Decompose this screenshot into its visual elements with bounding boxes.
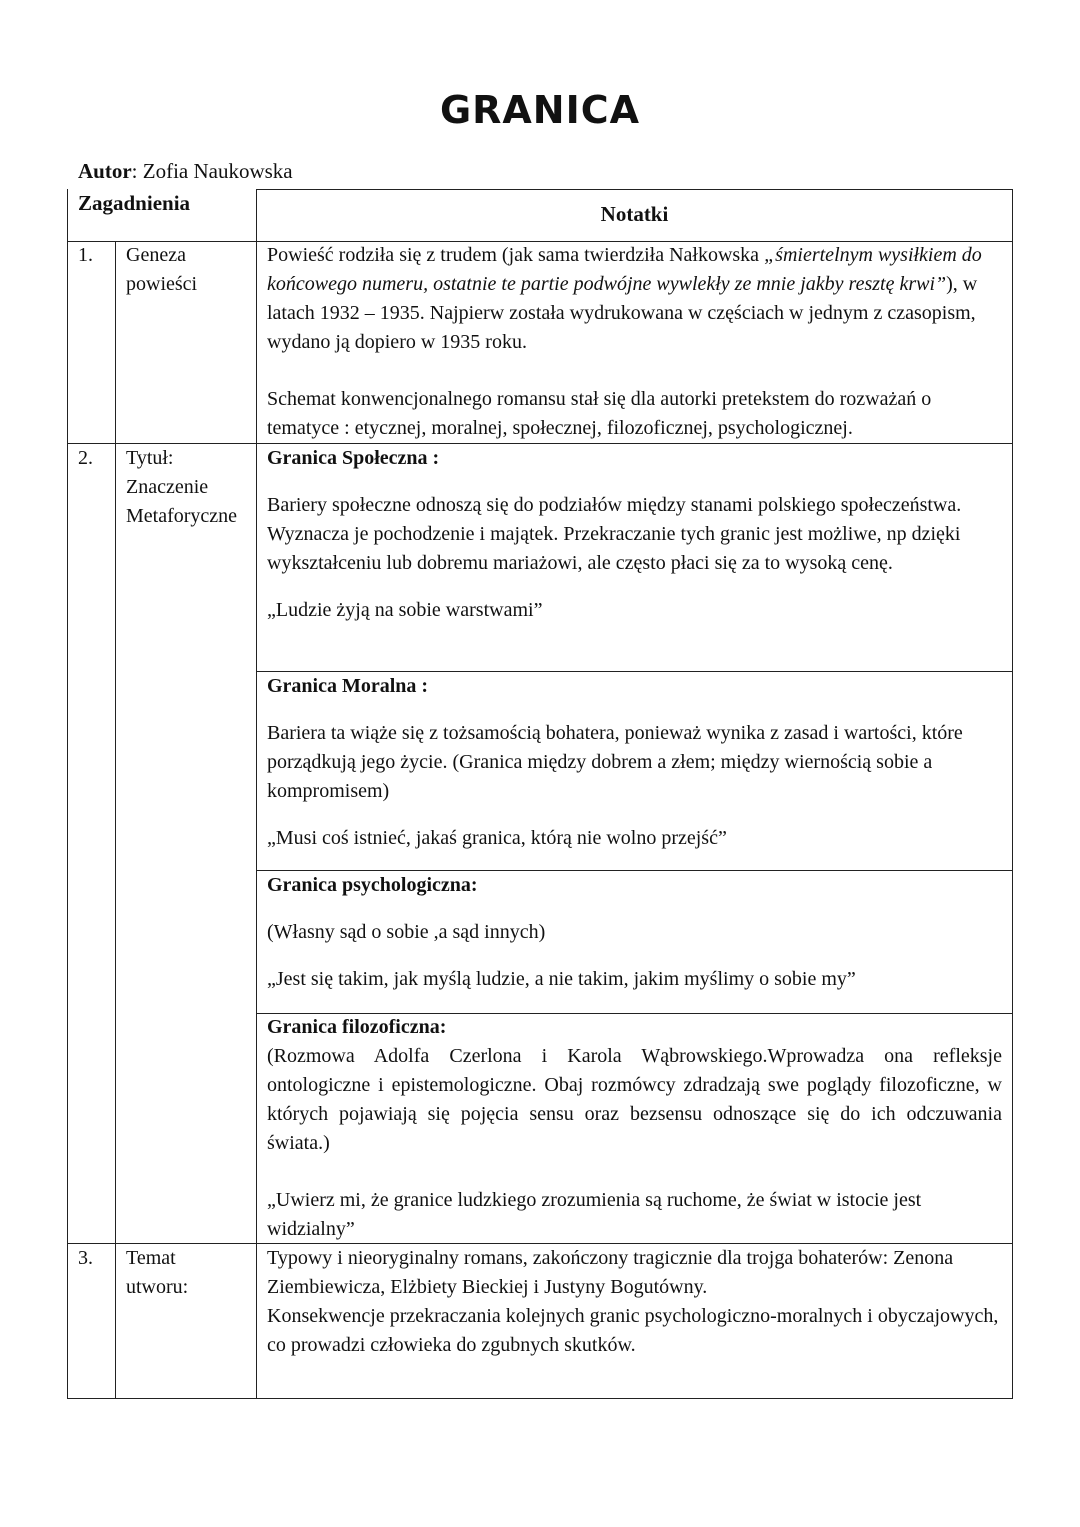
section-social — [267, 444, 1002, 625]
table-border-right — [1012, 189, 1013, 1399]
section-psychological — [267, 871, 1002, 994]
row-number: 1. — [78, 244, 93, 266]
genesis-quote: „śmiertelnym wysiłkiem do końcowego numeru, ostatnie te partie podwójne wywlekły ze mnie jakby resztę krwi” — [267, 244, 982, 295]
table-border-bottom — [67, 1398, 1013, 1399]
section-quote: „Jest się takim, jak myślą ludzie, a nie takim, jakim myślimy o sobie my” — [267, 968, 856, 990]
section-text: (Rozmowa Adolfa Czerlona i Karola Wąbrowskiego.Wprowadza ona refleksje ontologiczne i epistemologiczne. Obaj rozmówcy zdradzają swe poglądy filozoficzne, w których pojawiają się pojęcia sensu oraz bezsensu odnoszące się do ich odczuwania świata.) — [267, 1045, 1002, 1154]
row-number: 2. — [78, 447, 93, 469]
section-quote: „Ludzie żyją na sobie warstwami” — [267, 599, 543, 621]
section-heading: Granica Moralna : — [267, 675, 429, 697]
section-text: Bariery społeczne odnoszą się do podziałów między stanami polskiego społeczeństwa. Wyznacza je pochodzenie i majątek. Przekraczanie tych granic jest możliwe, np dzięki wykształceniu lub dobremu mariażowi, ale często płaci się za to wysoką cenę. — [267, 494, 962, 574]
section-heading: Granica psychologiczna: — [267, 874, 478, 896]
table-border-top-right — [256, 189, 1013, 190]
row-topic — [126, 444, 254, 531]
topic-line: Znaczenie Metaforyczne — [126, 476, 238, 527]
section-heading: Granica filozoficzna: — [267, 1016, 447, 1038]
table-border-numcol — [115, 241, 116, 1399]
row-notes — [267, 1244, 1002, 1360]
row-notes — [267, 241, 1002, 443]
topic-line: Tytuł: — [126, 447, 174, 469]
section-philosophical — [267, 1013, 1002, 1244]
row-topic: Geneza powieści — [126, 244, 198, 295]
table-border-topiccol — [256, 189, 257, 1399]
genesis-paragraph-2: Schemat konwencjonalnego romansu stał się dla autorki pretekstem do rozważań o tematyce : etycznej, moralnej, społecznej, filozoficznej, psychologicznej. — [267, 388, 932, 439]
genesis-text-start: Powieść rodziła się z trudem (jak sama twierdziła Nałkowska — [267, 244, 765, 266]
row-number: 3. — [78, 1247, 93, 1269]
table-border-left — [67, 189, 68, 1399]
genesis-text-end: ), w latach 1932 – 1935. Najpierw została wydrukowana w częściach w jednym z czasopism, wydano ją dopiero w 1935 roku. — [267, 273, 978, 353]
section-moral — [267, 672, 1002, 853]
section-text: (Własny sąd o sobie ,a sąd innych) — [267, 921, 546, 943]
col-header-topics: Zagadnienia — [78, 191, 191, 215]
section-quote: „Musi coś istnieć, jakaś granica, którą nie wolno przejść” — [267, 827, 727, 849]
section-heading: Granica Społeczna : — [267, 447, 440, 469]
document-title: GRANICA — [439, 88, 641, 132]
author-name: : Zofia Naukowska — [131, 159, 293, 183]
row-topic: Temat utworu: — [126, 1247, 189, 1298]
section-quote: „Uwierz mi, że granice ludzkiego zrozumienia są ruchome, że świat w istocie jest widzialny” — [267, 1189, 922, 1240]
section-text: Bariera ta wiąże się z tożsamością bohatera, ponieważ wynika z zasad i wartości, które porządkują jego życie. (Granica między dobrem a złem; między wiernością sobie a kompromisem) — [267, 722, 963, 802]
genesis-paragraph — [267, 241, 1002, 357]
author-line — [78, 159, 293, 184]
col-header-notes: Notatki — [600, 202, 669, 226]
theme-text: Konsekwencje przekraczania kolejnych granic psychologiczno-moralnych i obyczajowych, co prowadzi człowieka do zgubnych skutków. — [267, 1305, 999, 1356]
author-label: Autor — [78, 159, 132, 183]
theme-text: Typowy i nieoryginalny romans, zakończony tragicznie dla trojga bohaterów: Zenona Ziembiewicza, Elżbiety Bieckiej i Justyny Bogutówny. — [267, 1247, 954, 1298]
